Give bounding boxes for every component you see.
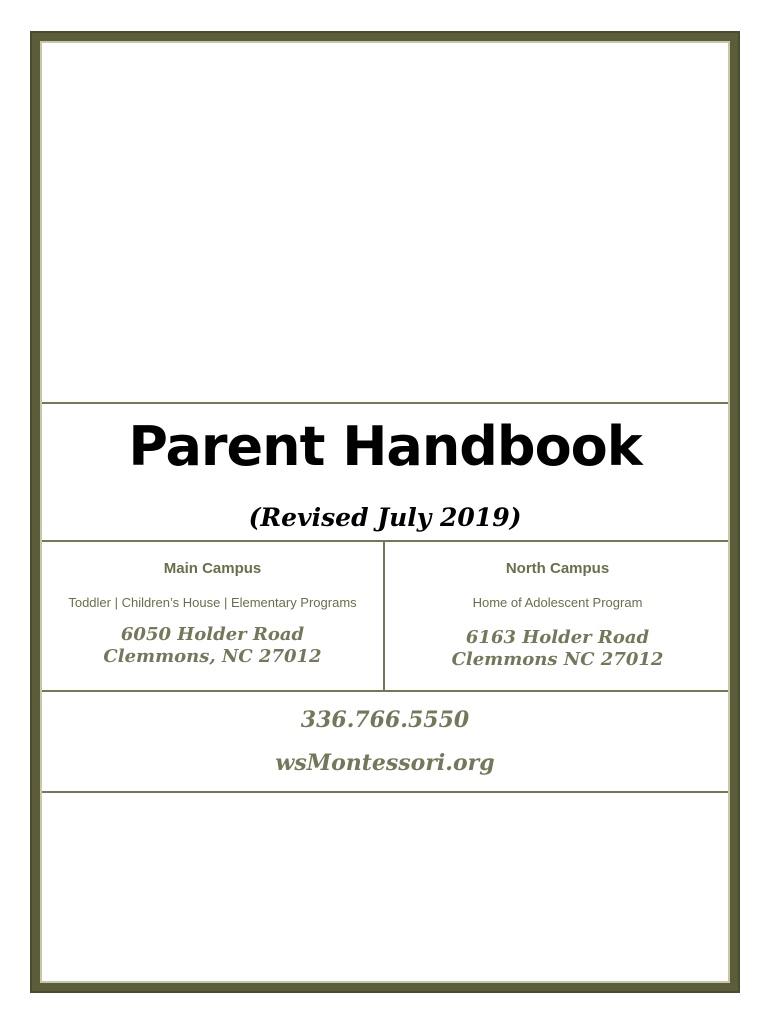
page-title: Parent Handbook xyxy=(128,415,642,478)
divider-top xyxy=(42,402,728,404)
main-campus-block xyxy=(42,540,383,668)
main-campus-programs: Toddler | Children’s House | Elementary Programs xyxy=(68,595,357,610)
main-campus-name: Main Campus xyxy=(163,560,262,577)
phone-number: 336.766.5550 xyxy=(300,707,470,733)
page-content xyxy=(40,41,730,983)
website-link[interactable]: wsMontessori.org xyxy=(275,750,495,776)
north-campus-block xyxy=(385,540,730,671)
divider-bottom xyxy=(42,791,728,793)
divider-campus-bottom xyxy=(42,690,728,692)
main-campus-address-line2: Clemmons, NC 27012 xyxy=(103,646,322,667)
revision-date: (Revised July 2019) xyxy=(248,503,522,532)
main-campus-address-line1: 6050 Holder Road xyxy=(120,624,305,645)
north-campus-name: North Campus xyxy=(505,560,610,577)
north-campus-address-line1: 6163 Holder Road xyxy=(465,627,650,648)
north-campus-address-line2: Clemmons NC 27012 xyxy=(451,649,664,670)
page-frame xyxy=(30,31,740,993)
north-campus-programs: Home of Adolescent Program xyxy=(472,595,643,610)
